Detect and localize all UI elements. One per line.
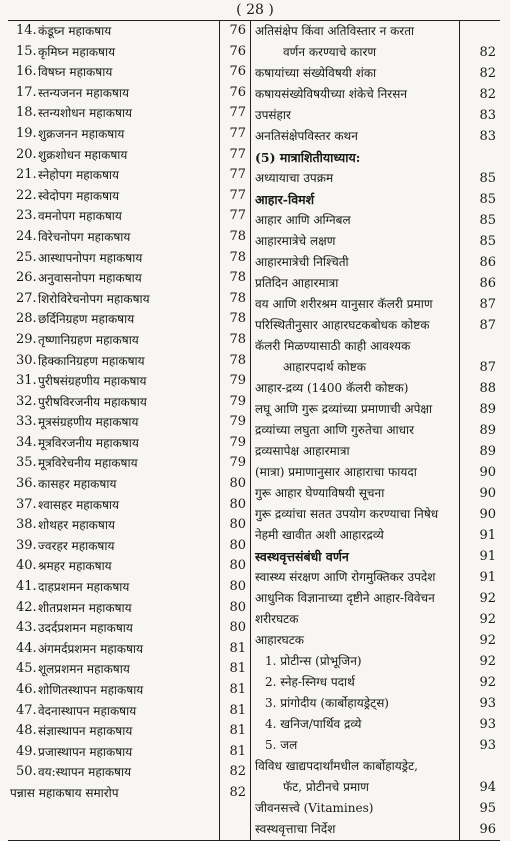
entry-number: 38. <box>16 517 37 533</box>
toc-entry <box>8 227 250 248</box>
toc-entry <box>8 103 250 124</box>
entry-page: 78 <box>229 290 246 306</box>
entry-title: दाहप्रशमन महाकषाय <box>38 580 130 595</box>
toc-right-column <box>251 21 500 840</box>
toc-entry <box>8 701 250 722</box>
entry-page: 86 <box>479 255 496 270</box>
entry-number: 35. <box>16 455 37 471</box>
entry-number: 42. <box>16 599 37 615</box>
toc-entry <box>251 252 500 273</box>
entry-number: 14. <box>16 23 37 38</box>
entry-page: 85 <box>479 234 496 249</box>
entry-page: 82 <box>479 66 496 81</box>
toc-entry <box>251 483 500 504</box>
entry-title: पन्नास महाकषाय समारोप <box>10 785 119 800</box>
entry-number: 41. <box>16 579 37 595</box>
entry-title: अनतिसंक्षेपविस्तर कथन <box>255 129 358 143</box>
entry-title: शुक्रजनन महाकषाय <box>38 126 125 141</box>
entry-number: 18. <box>16 105 37 121</box>
toc-entry <box>8 762 250 783</box>
entry-page: 96 <box>479 822 496 837</box>
entry-page: 79 <box>229 434 246 450</box>
toc-entry <box>8 21 250 42</box>
entry-title: स्तन्यजनन महाकषाय <box>38 85 129 100</box>
entry-title: 3. प्रांगोदीय (कार्बोहायड्रेट्स) <box>265 696 389 710</box>
toc-entry <box>251 756 500 777</box>
toc-entry <box>251 126 500 147</box>
entry-page: 92 <box>479 591 496 606</box>
entry-page: 91 <box>479 528 496 543</box>
entry-page: 80 <box>229 496 246 512</box>
entry-title: द्रव्यसापेक्ष आहारमात्रा <box>255 444 350 458</box>
entry-page: 79 <box>229 393 246 409</box>
entry-number: 19. <box>16 125 37 141</box>
toc-entry <box>8 186 250 207</box>
entry-page: 92 <box>479 612 496 627</box>
toc-entry <box>251 315 500 336</box>
toc-entry <box>251 819 500 840</box>
entry-title: 2. स्नेह-स्निग्ध पदार्थ <box>265 675 355 689</box>
entry-number: 25. <box>16 249 37 265</box>
entry-title: छर्दिनिग्रहण महाकषाय <box>38 312 135 327</box>
entry-title: अनुवासनोपग महाकषाय <box>38 271 142 286</box>
toc-entry <box>8 248 250 269</box>
entry-number: 31. <box>16 373 37 389</box>
toc-entry <box>251 273 500 294</box>
entry-title: कॅलरी मिळण्यासाठी काही आवश्यक <box>255 339 411 353</box>
entry-page: 93 <box>479 738 496 753</box>
entry-page: 83 <box>479 108 496 123</box>
entry-title: वेदनास्थापन महाकषाय <box>38 703 137 718</box>
entry-title: शोथहर महाकषाय <box>38 518 115 533</box>
toc-entry <box>251 651 500 672</box>
entry-number: 49. <box>16 743 37 759</box>
entry-page: 82 <box>479 87 496 102</box>
entry-title: अतिसंक्षेप किंवा अतिविस्तार न करता <box>255 24 415 38</box>
toc-section-heading <box>251 189 500 210</box>
entry-title: हिक्कानिग्रहण महाकषाय <box>38 353 145 368</box>
entry-title: प्रजास्थापन महाकषाय <box>38 744 133 759</box>
entry-title: स्वस्थवृत्तसंबंधी वर्णन <box>255 549 349 564</box>
entry-title: विविध खाद्यपदार्थांमधील कार्बोहायड्रेट, <box>255 759 418 773</box>
toc-entry <box>8 124 250 145</box>
entry-page: 81 <box>229 661 246 677</box>
entry-page: 80 <box>229 517 246 533</box>
entry-title: कषायांच्या संख्येविषयी शंका <box>255 66 377 80</box>
toc-entry <box>8 453 250 474</box>
entry-page: 91 <box>479 549 496 564</box>
toc-entry <box>8 268 250 289</box>
toc-entry <box>251 798 500 819</box>
entry-page: 87 <box>479 318 496 333</box>
entry-page: 80 <box>229 537 246 553</box>
entry-title: स्वेदोपग महाकषाय <box>38 188 120 203</box>
entry-number: 36. <box>16 476 37 492</box>
entry-number: 37. <box>16 496 37 512</box>
entry-page: 91 <box>479 570 496 585</box>
toc-entry <box>8 145 250 166</box>
entry-number: 30. <box>16 352 37 368</box>
entry-title: कंडूघ्न महाकषाय <box>38 24 112 38</box>
toc-entry <box>251 588 500 609</box>
entry-title: द्रव्यांच्या लघुता आणि गुरुतेचा आधार <box>255 423 415 437</box>
entry-page: 77 <box>229 105 246 121</box>
entry-page: 92 <box>479 654 496 669</box>
entry-title: आहारघटक <box>255 633 305 647</box>
entry-title: वर्णन करण्याचे कारण <box>283 45 377 59</box>
entry-page: 79 <box>229 414 246 430</box>
entry-title: आहारमात्रेचे लक्षण <box>255 234 336 248</box>
entry-title: (5) मात्राशितीयाध्याय: <box>255 150 361 165</box>
entry-page: 81 <box>229 640 246 656</box>
toc-entry <box>251 609 500 630</box>
entry-page: 87 <box>479 297 496 312</box>
toc-entry <box>8 206 250 227</box>
entry-page: 76 <box>229 43 246 59</box>
entry-title: उपसंहार <box>255 108 291 122</box>
entry-title: शुक्रशोधन महाकषाय <box>38 147 128 162</box>
entry-title: मूत्रसंग्रहणीय महाकषाय <box>38 415 139 430</box>
entry-title: तृष्णानिग्रहण महाकषाय <box>38 332 139 347</box>
entry-page: 85 <box>479 192 496 207</box>
table-of-contents <box>8 20 500 841</box>
entry-title: स्नेहोपग महाकषाय <box>38 168 119 183</box>
toc-entry <box>8 351 250 372</box>
entry-number: 15. <box>16 43 37 59</box>
entry-number: 50. <box>16 764 37 780</box>
toc-section-heading <box>251 147 500 168</box>
toc-entry <box>251 399 500 420</box>
entry-title: आहार-विमर्श <box>255 192 315 207</box>
entry-page: 89 <box>479 423 496 438</box>
entry-title: श्वासहर महाकषाय <box>38 497 119 512</box>
entry-page: 90 <box>479 507 496 522</box>
toc-entry <box>251 357 500 378</box>
toc-entry <box>8 330 250 351</box>
toc-entry <box>251 420 500 441</box>
toc-entry <box>8 639 250 660</box>
entry-title: कृमिघ्न महाकषाय <box>38 44 116 59</box>
entry-page: 81 <box>229 682 246 697</box>
entry-number: 48. <box>16 723 37 739</box>
entry-number: 26. <box>16 270 37 286</box>
entry-page: 89 <box>479 402 496 417</box>
entry-title: मूत्रविरेचनीय महाकषाय <box>38 456 138 471</box>
toc-entry <box>8 371 250 392</box>
toc-entry <box>251 168 500 189</box>
entry-page: 82 <box>229 764 246 780</box>
entry-title: वमनोपग महाकषाय <box>38 209 122 224</box>
toc-entry <box>251 714 500 735</box>
entry-title: वय आणि शरीरश्रम यानुसार कॅलरी प्रमाण <box>255 297 433 311</box>
entry-title: आधुनिक विज्ञानाच्या दृष्टीने आहार-विवेचन <box>255 591 435 605</box>
toc-entry <box>251 42 500 63</box>
entry-page: 93 <box>479 717 496 732</box>
entry-page: 76 <box>229 64 246 80</box>
entry-page: 82 <box>479 45 496 60</box>
entry-title: आहार आणि अग्निबल <box>255 213 351 227</box>
entry-title: आहारमात्रेची निश्चिती <box>255 255 349 269</box>
toc-entry <box>8 289 250 310</box>
entry-title: प्रतिदिन आहारमात्रा <box>255 276 339 290</box>
entry-page: 85 <box>479 171 496 186</box>
entry-page: 88 <box>479 381 496 396</box>
entry-page: 80 <box>229 579 246 595</box>
toc-left-column <box>8 21 251 840</box>
toc-entry <box>8 536 250 557</box>
entry-page: 92 <box>479 675 496 690</box>
entry-page: 78 <box>229 249 246 265</box>
toc-entry <box>8 783 250 804</box>
toc-entry <box>8 42 250 63</box>
entry-title: शरीरघटक <box>255 612 299 626</box>
toc-entry <box>251 441 500 462</box>
toc-entry <box>251 567 500 588</box>
toc-entry <box>8 165 250 186</box>
entry-page: 87 <box>479 360 496 375</box>
toc-entry <box>251 84 500 105</box>
toc-entry <box>8 474 250 495</box>
entry-page: 95 <box>479 801 496 816</box>
toc-entry <box>8 412 250 433</box>
toc-entry <box>251 693 500 714</box>
entry-title: 4. खनिज/पार्थिव द्रव्ये <box>265 717 362 731</box>
entry-title: गुरू द्रव्यांचा सतत उपयोग करण्याचा निषेध <box>255 507 439 521</box>
entry-title: फॅट, प्रोटीनचे प्रमाण <box>283 780 369 794</box>
entry-page: 78 <box>229 270 246 286</box>
entry-title: विषघ्न महाकषाय <box>38 65 113 80</box>
entry-number: 20. <box>16 146 37 162</box>
entry-page: 90 <box>479 465 496 480</box>
entry-title: शोणितस्थापन महाकषाय <box>38 683 144 697</box>
entry-page: 86 <box>479 276 496 291</box>
entry-title: लघू आणि गुरू द्रव्यांच्या प्रमाणाची अपेक्षा <box>255 402 433 416</box>
entry-page: 78 <box>229 331 246 347</box>
entry-number: 44. <box>16 640 37 656</box>
entry-page: 90 <box>479 486 496 501</box>
toc-entry <box>8 433 250 454</box>
entry-page: 82 <box>229 784 246 800</box>
entry-page: 81 <box>229 723 246 739</box>
entry-title: नेहमी खावीत अशी आहारद्रव्ये <box>255 528 384 542</box>
entry-page: 80 <box>229 620 246 636</box>
entry-title: आस्थापनोपग महाकषाय <box>38 250 143 265</box>
entry-title: शीतप्रशमन महाकषाय <box>38 600 132 615</box>
entry-number: 28. <box>16 311 37 327</box>
toc-entry <box>251 504 500 525</box>
toc-entry <box>8 515 250 536</box>
toc-entry <box>8 83 250 104</box>
entry-title: कषायसंख्येविषयीच्या शंकेचे निरसन <box>255 87 407 101</box>
entry-title: 5. जल <box>265 738 298 752</box>
toc-entry <box>251 672 500 693</box>
toc-entry <box>8 618 250 639</box>
entry-title: अंगमर्दप्रशमन महाकषाय <box>38 641 143 656</box>
entry-page: 78 <box>229 228 246 244</box>
toc-entry <box>8 392 250 413</box>
toc-entry <box>251 525 500 546</box>
toc-entry <box>251 63 500 84</box>
entry-page: 79 <box>229 373 246 389</box>
entry-page: 79 <box>229 455 246 471</box>
entry-title: 1. प्रोटीन्स (प्रोभूजिन) <box>265 654 362 668</box>
entry-number: 39. <box>16 537 37 553</box>
entry-number: 34. <box>16 434 37 450</box>
entry-page: 83 <box>479 129 496 144</box>
entry-number: 33. <box>16 414 37 430</box>
entry-title: उदर्दप्रशमन महाकषाय <box>38 621 133 636</box>
entry-title: (मात्रा) प्रमाणानुसार आहाराचा फायदा <box>255 465 417 479</box>
entry-page: 80 <box>229 599 246 615</box>
toc-entry <box>251 777 500 798</box>
entry-title: विरेचनोपग महाकषाय <box>38 229 131 244</box>
entry-title: स्वास्थ्य संरक्षण आणि रोगमुक्तिकर उपदेश <box>255 570 436 584</box>
entry-title: स्तन्यशोधन महाकषाय <box>38 106 133 121</box>
toc-entry <box>8 556 250 577</box>
toc-entry <box>251 21 500 42</box>
entry-title: संज्ञास्थापन महाकषाय <box>38 724 133 739</box>
entry-title: गुरू आहार घेण्याविषयी सूचना <box>255 486 385 500</box>
entry-page: 81 <box>229 743 246 759</box>
entry-number: 17. <box>16 84 37 100</box>
toc-entry <box>251 630 500 651</box>
entry-page: 94 <box>479 780 496 795</box>
page-number: ( 28 ) <box>236 2 274 18</box>
entry-page: 76 <box>229 84 246 100</box>
entry-title: शूलप्रशमन महाकषाय <box>38 662 130 677</box>
entry-number: 43. <box>16 620 37 636</box>
entry-number: 23. <box>16 208 37 224</box>
toc-entry <box>251 462 500 483</box>
toc-entry <box>8 721 250 742</box>
entry-page: 77 <box>229 125 246 141</box>
entry-page: 77 <box>229 187 246 203</box>
entry-number: 46. <box>16 682 37 697</box>
entry-number: 27. <box>16 290 37 306</box>
toc-entry <box>8 309 250 330</box>
toc-entry <box>251 210 500 231</box>
toc-entry <box>251 336 500 357</box>
entry-page: 78 <box>229 311 246 327</box>
toc-entry <box>251 378 500 399</box>
entry-title: जीवनसत्त्वे (Vitamines) <box>255 801 374 815</box>
toc-entry <box>251 735 500 756</box>
toc-entry <box>251 231 500 252</box>
entry-title: शिरोविरेचनोपग महाकषाय <box>38 291 150 306</box>
entry-page: 93 <box>479 696 496 711</box>
entry-title: परिस्थितीनुसार आहारघटकबोधक कोष्टक <box>255 318 430 332</box>
toc-entry <box>251 294 500 315</box>
entry-number: 22. <box>16 187 37 203</box>
toc-entry <box>8 680 250 701</box>
entry-page: 78 <box>229 352 246 368</box>
entry-page: 77 <box>229 208 246 224</box>
toc-entry <box>8 62 250 83</box>
entry-title: पुरीषविरजनीय महाकषाय <box>38 394 147 409</box>
entry-number: 40. <box>16 558 37 574</box>
entry-number: 45. <box>16 661 37 677</box>
entry-title: ज्वरहर महाकषाय <box>38 538 115 553</box>
entry-page: 77 <box>229 167 246 183</box>
entry-page: 76 <box>229 23 246 38</box>
entry-page: 80 <box>229 476 246 492</box>
toc-entry <box>8 577 250 598</box>
toc-section-heading <box>251 546 500 567</box>
entry-number: 21. <box>16 167 37 183</box>
entry-number: 16. <box>16 64 37 80</box>
entry-title: आहारपदार्थ कोष्टक <box>283 360 366 374</box>
toc-entry <box>251 105 500 126</box>
toc-entry <box>8 742 250 763</box>
entry-number: 47. <box>16 702 37 718</box>
entry-number: 32. <box>16 393 37 409</box>
entry-title: कासहर महाकषाय <box>38 477 117 492</box>
entry-title: स्वस्थवृत्ताचा निर्देश <box>255 822 336 836</box>
entry-title: अध्यायाचा उपक्रम <box>255 171 334 185</box>
toc-entry <box>8 598 250 619</box>
entry-title: मूत्रविरजनीय महाकषाय <box>38 435 139 450</box>
entry-page: 77 <box>229 146 246 162</box>
entry-page: 89 <box>479 444 496 459</box>
entry-title: श्रमहर महाकषाय <box>38 559 112 574</box>
toc-entry <box>8 495 250 516</box>
entry-number: 29. <box>16 331 37 347</box>
entry-title: वय:स्थापन महाकषाय <box>38 765 132 780</box>
entry-page: 81 <box>229 702 246 718</box>
entry-number: 24. <box>16 228 37 244</box>
entry-title: आहार-द्रव्य (1400 कॅलरी कोष्टक) <box>255 381 409 395</box>
toc-entry <box>8 659 250 680</box>
entry-page: 85 <box>479 213 496 228</box>
entry-title: पुरीषसंग्रहणीय महाकषाय <box>38 374 147 389</box>
entry-page: 80 <box>229 558 246 574</box>
entry-page: 92 <box>479 633 496 648</box>
